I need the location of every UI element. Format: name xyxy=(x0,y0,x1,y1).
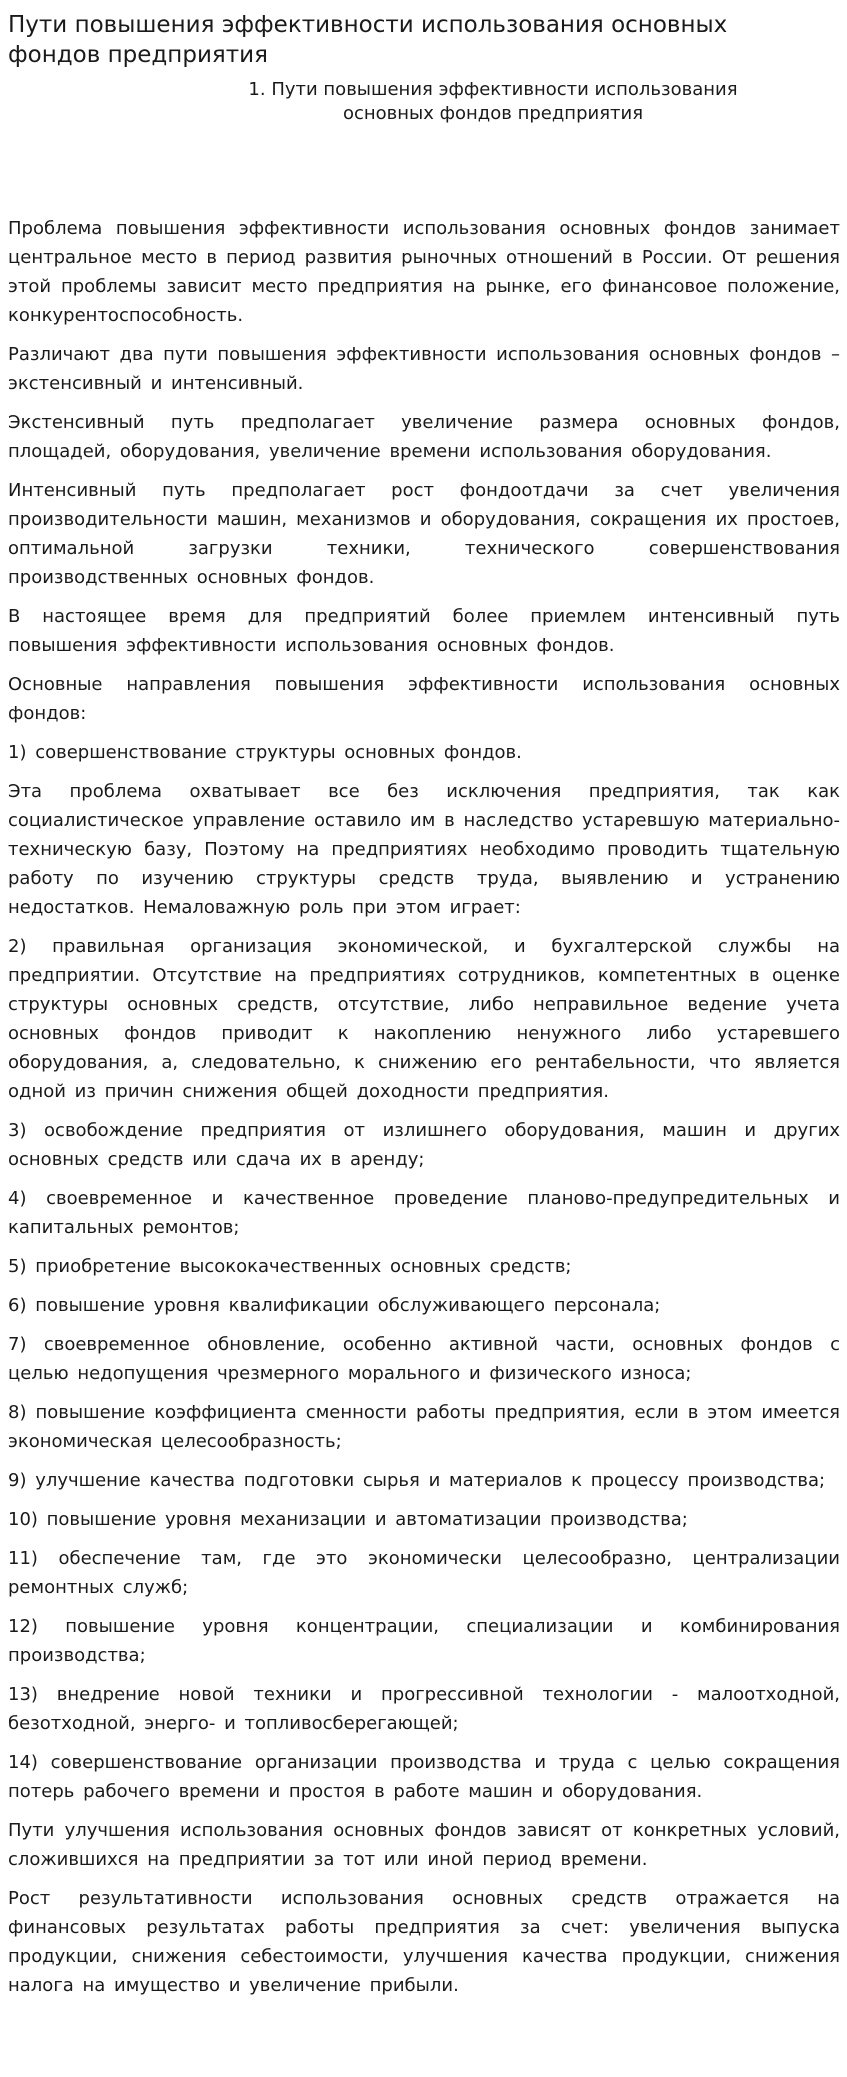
paragraph: Проблема повышения эффективности использования основных фондов занимает центральное место в период развития рыночных отношений в России. От решения этой проблемы зависит место предприятия на рынке, его финансовое положение, конкурентоспособность. xyxy=(8,218,840,326)
list-item: 5) приобретение высококачественных основных средств; xyxy=(8,1256,572,1277)
list-item: 14) совершенствование организации производства и труда с целью сокращения потерь рабочего времени и простоя в работе машин и оборудования. xyxy=(8,1752,840,1802)
list-item: 11) обеспечение там, где это экономически целесообразно, централизации ремонтных служб; xyxy=(8,1548,840,1598)
paragraph: Интенсивный путь предполагает рост фондоотдачи за счет увеличения производительности машин, механизмов и оборудования, сокращения их простоев, оптимальной загрузки техники, технического совершенствования производственных основных фондов. xyxy=(8,480,840,588)
list-item: 13) внедрение новой техники и прогрессивной технологии - малоотходной, безотходной, энерго- и топливосберегающей; xyxy=(8,1684,840,1734)
list-item: 3) освобождение предприятия от излишнего оборудования, машин и других основных средств или сдача их в аренду; xyxy=(8,1120,840,1170)
paragraph: Экстенсивный путь предполагает увеличение размера основных фондов, площадей, оборудования, увеличение времени использования оборудования. xyxy=(8,412,840,462)
document-title: Пути повышения эффективности использования основных фондов предприятия xyxy=(8,12,728,68)
list-item: 9) улучшение качества подготовки сырья и материалов к процессу производства; xyxy=(8,1470,826,1491)
document-body xyxy=(8,214,840,2000)
paragraph: Различают два пути повышения эффективности использования основных фондов – экстенсивный и интенсивный. xyxy=(8,344,840,394)
list-item: 7) своевременное обновление, особенно активной части, основных фондов с целью недопущения чрезмерного морального и физического износа; xyxy=(8,1334,840,1384)
paragraph: Рост результативности использования основных средств отражается на финансовых результатах работы предприятия за счет: увеличения выпуска продукции, снижения себестоимости, улучшения качества продукции, снижения налога на имущество и увеличение прибыли. xyxy=(8,1888,840,1996)
list-item: 6) повышение уровня квалификации обслуживающего персонала; xyxy=(8,1295,661,1316)
paragraph: Эта проблема охватывает все без исключения предприятия, так как социалистическое управление оставило им в наследство устаревшую материально-техническую базу, Поэтому на предприятиях необходимо проводить тщательную работу по изучению структуры средств труда, выявлению и устранению недостатков. Немаловажную роль при этом играет: xyxy=(8,781,840,918)
list-item: 10) повышение уровня механизации и автоматизации производства; xyxy=(8,1509,688,1530)
list-item: 1) совершенствование структуры основных фондов. xyxy=(8,742,522,763)
list-item: 8) повышение коэффициента сменности работы предприятия, если в этом имеется экономическая целесообразность; xyxy=(8,1402,840,1452)
section-heading: 1. Пути повышения эффективности использования основных фондов предприятия xyxy=(248,79,738,124)
list-item: 12) повышение уровня концентрации, специализации и комбинирования производства; xyxy=(8,1616,840,1666)
paragraph: Пути улучшения использования основных фондов зависят от конкретных условий, сложившихся на предприятии за тот или иной период времени. xyxy=(8,1820,840,1870)
paragraph: В настоящее время для предприятий более приемлем интенсивный путь повышения эффективности использования основных фондов. xyxy=(8,606,840,656)
list-item: 4) своевременное и качественное проведение планово-предупредительных и капитальных ремонтов; xyxy=(8,1188,840,1238)
paragraph: Основные направления повышения эффективности использования основных фондов: xyxy=(8,674,840,724)
list-item: 2) правильная организация экономической, и бухгалтерской службы на предприятии. Отсутствие на предприятиях сотрудников, компетентных в оценке структуры основных средств, отсутствие, либо неправильное ведение учета основных фондов приводит к накоплению ненужного либо устаревшего оборудования, а, следовательно, к снижению его рентабельности, что является одной из причин снижения общей доходности предприятия. xyxy=(8,936,840,1102)
